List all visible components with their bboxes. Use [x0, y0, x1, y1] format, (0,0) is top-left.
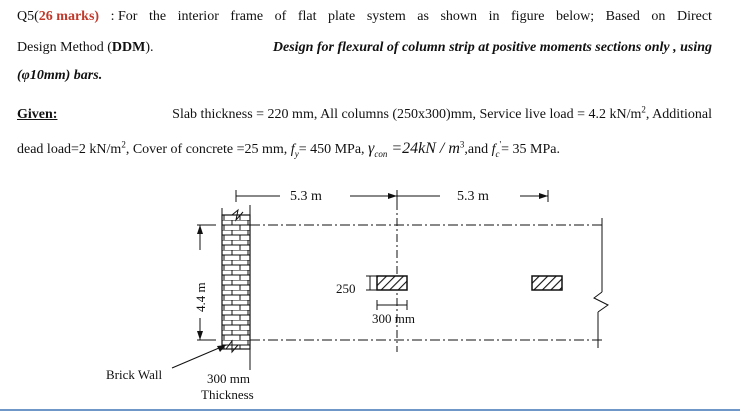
intro-l2-b: ). — [145, 40, 154, 55]
col-width-label: 300 mm — [372, 311, 415, 326]
height-dimension — [193, 225, 216, 340]
brick-wall — [222, 205, 250, 370]
gamma-value: =24kN / m — [387, 140, 460, 157]
height-label: 4.4 m — [193, 282, 208, 312]
intro-word: frame — [230, 9, 264, 24]
question-number: Q5( — [17, 9, 39, 24]
brick-wall-label: Brick Wall — [106, 367, 163, 382]
intro-word: flat — [297, 9, 317, 24]
ddm-label: DDM — [111, 40, 146, 55]
wall-thickness-label: 300 mm — [207, 371, 250, 386]
span-1-label: 5.3 m — [290, 189, 322, 204]
fc-value: = 35 MPa. — [501, 142, 560, 157]
task-bars: (φ10mm) bars. — [17, 68, 103, 83]
intro-word: on — [651, 9, 666, 24]
intro-word: system — [366, 9, 406, 24]
span-dimension — [236, 189, 548, 204]
task-text: Design for flexural of column strip at positive moments sections only , using — [272, 40, 712, 55]
gamma-exp: 3 — [459, 139, 465, 150]
column-section — [377, 276, 407, 290]
given-l1-b: , Additional — [645, 107, 712, 122]
fy-value: = 450 MPa, — [298, 142, 369, 157]
given-label: Given: — [17, 107, 58, 122]
given-l2-b: , Cover of concrete =25 mm, — [125, 142, 291, 157]
bottom-rule — [0, 409, 740, 411]
intro-word: : For — [110, 9, 138, 24]
column-section — [532, 276, 562, 290]
intro-word: in — [488, 9, 500, 24]
intro-word: Based — [605, 9, 640, 24]
intro-word: as — [417, 9, 429, 24]
intro-word: below; — [556, 9, 595, 24]
fc-sub: c — [495, 148, 500, 159]
fc-pre: ,and — [464, 142, 492, 157]
intro-word: the — [149, 9, 167, 24]
fc-symbol: f — [491, 142, 496, 157]
col-depth-label: 250 — [336, 281, 356, 296]
intro-word: Direct — [676, 9, 712, 24]
intro-word: shown — [440, 9, 478, 24]
intro-word: plate — [328, 9, 356, 24]
intro-word: figure — [511, 9, 545, 24]
wall-annotation — [106, 345, 254, 402]
given-l1-exp: 2 — [641, 104, 646, 115]
span-2-label: 5.3 m — [457, 189, 489, 204]
intro-l2-a: Design Method ( — [17, 40, 112, 55]
given-l1-a: Slab thickness = 220 mm, All columns (250x300)mm, Service live load = 4.2 kN/m — [172, 107, 642, 122]
fy-symbol: f — [290, 142, 295, 157]
intro-word: interior — [177, 9, 219, 24]
fy-sub: y — [294, 148, 299, 159]
fc-prime: ' — [499, 139, 502, 150]
given-l2-a: dead load=2 kN/m — [17, 142, 122, 157]
question-marks: 26 marks) — [38, 9, 100, 24]
gamma-sub: con — [374, 148, 388, 159]
gamma-symbol: γ — [368, 140, 375, 157]
intro-word: of — [274, 9, 287, 24]
wall-thickness-word: Thickness — [201, 387, 254, 402]
given-l2-exp: 2 — [121, 139, 126, 150]
